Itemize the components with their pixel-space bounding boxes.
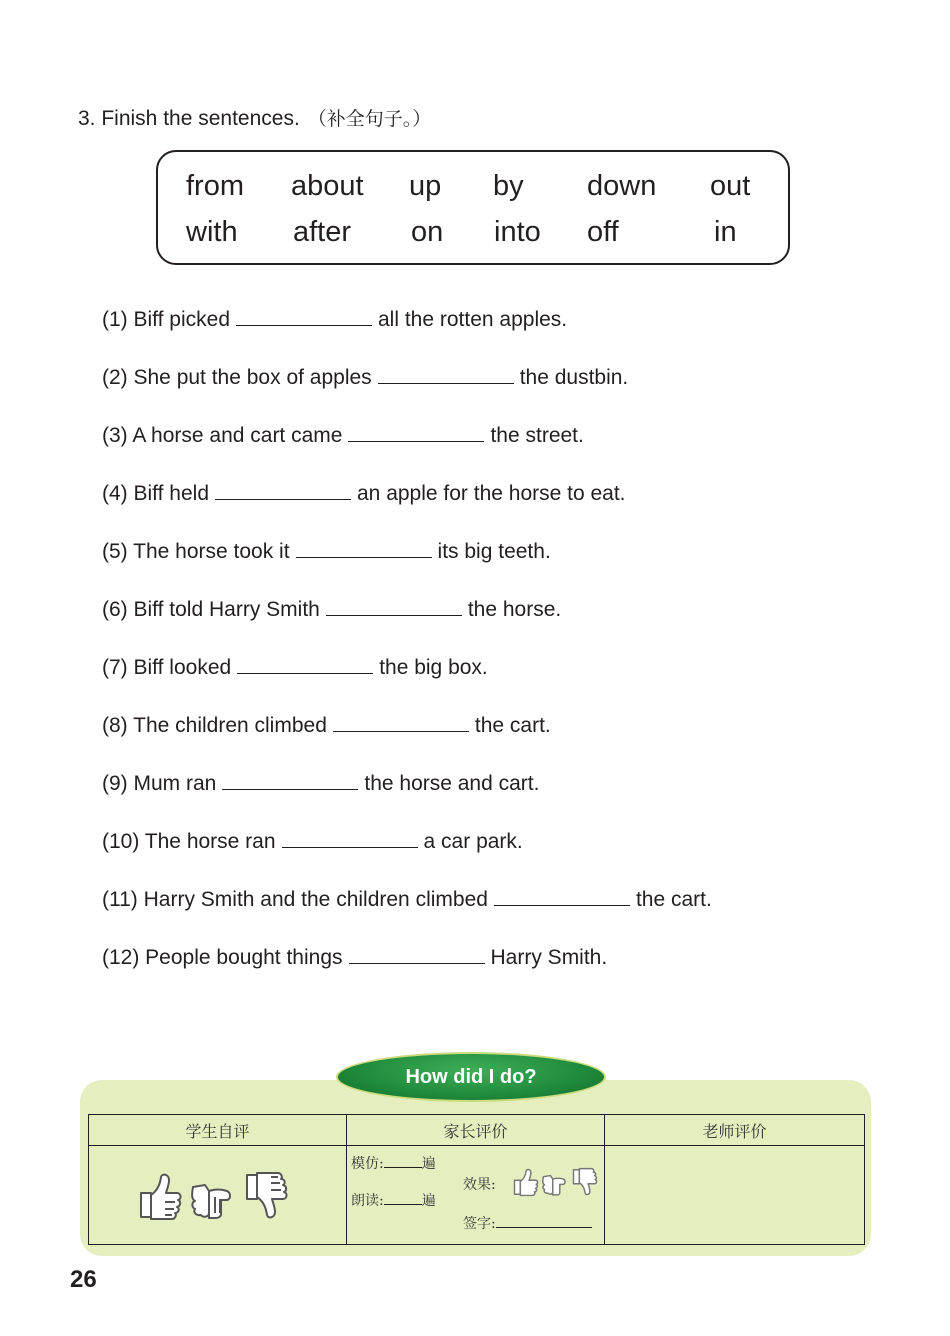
student-rating-icons bbox=[135, 1171, 289, 1221]
sentence-item bbox=[102, 539, 551, 562]
thumbs-sideways-icon[interactable] bbox=[189, 1171, 235, 1221]
sentence-item bbox=[102, 307, 567, 330]
word-bank-box bbox=[156, 150, 790, 265]
sentence-item bbox=[102, 771, 539, 794]
sentence-item bbox=[102, 365, 628, 388]
sentence-after: the horse and cart. bbox=[364, 772, 540, 795]
sentence-item bbox=[102, 887, 712, 910]
effect-line bbox=[463, 1174, 496, 1194]
sentence-after: the cart. bbox=[635, 888, 712, 911]
col-parent-header: 家长评价 bbox=[347, 1115, 605, 1146]
imitate-count-blank[interactable] bbox=[384, 1153, 422, 1168]
thumbs-up-icon[interactable] bbox=[511, 1167, 539, 1197]
sentence-before: (12) People bought things bbox=[102, 946, 343, 969]
thumbs-down-icon[interactable] bbox=[570, 1167, 598, 1197]
answer-blank[interactable] bbox=[494, 887, 630, 906]
sentence-after: a car park. bbox=[423, 830, 523, 853]
exercise-heading bbox=[78, 104, 431, 131]
sentence-item bbox=[102, 597, 561, 620]
answer-blank[interactable] bbox=[237, 655, 373, 674]
sentence-before: (9) Mum ran bbox=[102, 772, 217, 795]
effect-label: 效果: bbox=[463, 1176, 496, 1193]
sentence-item bbox=[102, 713, 551, 736]
sentence-before: (2) She put the box of apples bbox=[102, 366, 372, 389]
thumbs-up-icon[interactable] bbox=[135, 1171, 183, 1221]
thumbs-sideways-icon[interactable] bbox=[541, 1167, 568, 1197]
sentence-item bbox=[102, 829, 523, 852]
word-bank-item: up bbox=[409, 170, 442, 202]
word-bank-item: on bbox=[411, 216, 444, 248]
word-bank-item: out bbox=[710, 170, 751, 202]
parent-eval-cell bbox=[347, 1146, 605, 1245]
imitate-label: 模仿: bbox=[351, 1155, 384, 1172]
col-student-header: 学生自评 bbox=[89, 1115, 347, 1146]
read-label: 朗读: bbox=[351, 1192, 384, 1209]
sentence-after: the cart. bbox=[474, 714, 551, 737]
read-count-blank[interactable] bbox=[384, 1190, 422, 1205]
sentence-after: an apple for the horse to eat. bbox=[357, 482, 626, 505]
sign-blank[interactable] bbox=[496, 1213, 592, 1228]
answer-blank[interactable] bbox=[282, 829, 418, 848]
answer-blank[interactable] bbox=[349, 945, 485, 964]
exercise-heading-cn: （补全句子。） bbox=[307, 108, 432, 130]
sentence-before: (7) Biff looked bbox=[102, 656, 232, 679]
sentence-item bbox=[102, 423, 584, 446]
sentence-before: (3) A horse and cart came bbox=[102, 424, 343, 447]
sentence-after: all the rotten apples. bbox=[378, 308, 568, 331]
word-bank-item: into bbox=[494, 216, 541, 248]
student-self-eval-cell bbox=[89, 1146, 347, 1245]
sentence-after: the horse. bbox=[467, 598, 562, 621]
word-bank-item: from bbox=[186, 170, 244, 202]
sentence-before: (11) Harry Smith and the children climbed bbox=[102, 888, 488, 911]
imitate-unit: 遍 bbox=[421, 1155, 436, 1172]
answer-blank[interactable] bbox=[333, 713, 469, 732]
sentence-item bbox=[102, 655, 488, 678]
word-bank-item: with bbox=[186, 216, 238, 248]
sentence-before: (1) Biff picked bbox=[102, 308, 230, 331]
sentence-item bbox=[102, 481, 626, 504]
sentence-after: its big teeth. bbox=[437, 540, 551, 563]
exercise-heading-text: 3. Finish the sentences. bbox=[78, 107, 300, 130]
sentence-after: the big box. bbox=[379, 656, 488, 679]
sign-label: 签字: bbox=[463, 1215, 496, 1232]
sentence-after: Harry Smith. bbox=[490, 946, 608, 969]
sentence-before: (10) The horse ran bbox=[102, 830, 276, 853]
sentence-item bbox=[102, 945, 607, 968]
sentence-before: (4) Biff held bbox=[102, 482, 209, 505]
answer-blank[interactable] bbox=[326, 597, 462, 616]
sentence-after: the dustbin. bbox=[519, 366, 629, 389]
teacher-eval-cell[interactable] bbox=[605, 1146, 865, 1245]
sentence-after: the street. bbox=[490, 424, 584, 447]
answer-blank[interactable] bbox=[378, 365, 514, 384]
sign-line bbox=[463, 1213, 592, 1233]
sentence-before: (6) Biff told Harry Smith bbox=[102, 598, 320, 621]
evaluation-table bbox=[88, 1114, 865, 1245]
word-bank-item: in bbox=[714, 216, 737, 248]
word-bank-item: by bbox=[493, 170, 524, 202]
col-teacher-header: 老师评价 bbox=[605, 1115, 865, 1146]
imitate-line bbox=[351, 1153, 436, 1173]
answer-blank[interactable] bbox=[222, 771, 358, 790]
word-bank-item: after bbox=[293, 216, 352, 248]
word-bank-item: off bbox=[587, 216, 619, 248]
answer-blank[interactable] bbox=[215, 481, 351, 500]
sentence-before: (8) The children climbed bbox=[102, 714, 327, 737]
answer-blank[interactable] bbox=[296, 539, 432, 558]
evaluation-title: How did I do? bbox=[336, 1052, 606, 1102]
answer-blank[interactable] bbox=[348, 423, 484, 442]
read-unit: 遍 bbox=[421, 1192, 436, 1209]
sentence-before: (5) The horse took it bbox=[102, 540, 290, 563]
word-bank-item: down bbox=[587, 170, 657, 202]
page-number: 26 bbox=[70, 1266, 97, 1293]
thumbs-down-icon[interactable] bbox=[241, 1171, 289, 1221]
answer-blank[interactable] bbox=[236, 307, 372, 326]
parent-rating-icons bbox=[511, 1167, 598, 1197]
word-bank-item: about bbox=[291, 170, 364, 202]
read-line bbox=[351, 1190, 436, 1210]
